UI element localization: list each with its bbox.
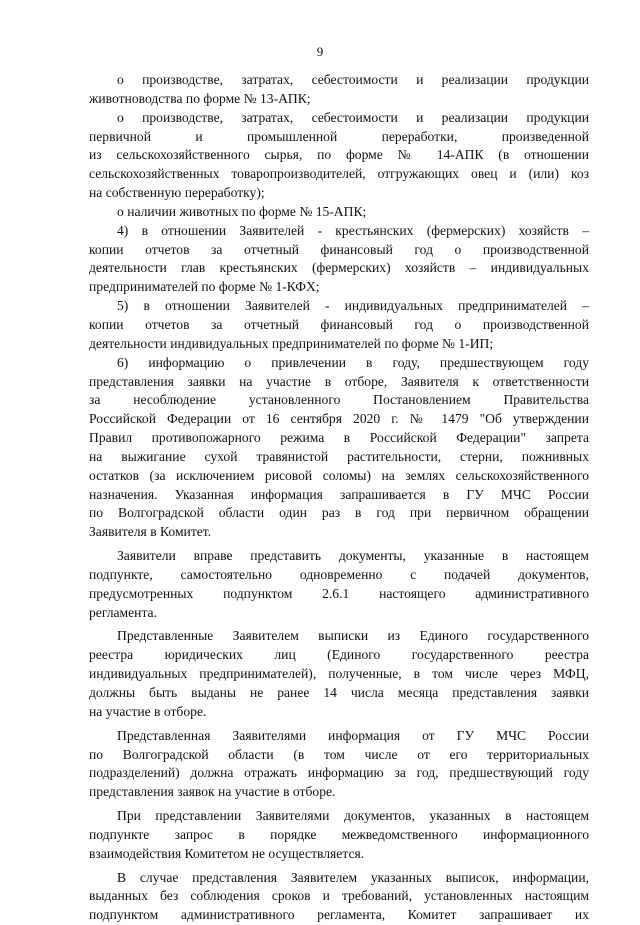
text-line: на выжигание сухой травянистой растительности, стерни, пожнивных [89, 448, 589, 464]
text-line: подпункте, самостоятельно одновременно с подачей документов, [89, 566, 589, 582]
text-line: о производстве, затратах, себестоимости и реализации продукции [117, 72, 589, 87]
text-line: 6) информацию о привлечении в году, предшествующем году [117, 354, 589, 370]
text-line: копии отчетов за отчетный финансовый год о производственной [89, 316, 589, 332]
paragraph [89, 627, 589, 721]
paragraph [89, 869, 589, 925]
text-line: на собственную переработку); [89, 185, 265, 201]
text-line: В случае представления Заявителем указанных выписок, информации, [117, 869, 589, 885]
text-line: из сельскохозяйственного сырья, по форме № 14-АПК (в отношении [89, 147, 589, 163]
text-line: предпринимателей по форме № 1-КФХ; [89, 279, 320, 295]
text-line: реестра юридических лиц (Единого государственного реестра [89, 647, 589, 663]
text-line: за несоблюдение установленного Постановлением Правительства [89, 392, 589, 408]
text-line: 5) в отношении Заявителей - индивидуальных предпринимателей – [117, 298, 589, 314]
text-line: взаимодействия Комитетом не осуществляется. [89, 845, 365, 861]
text-line: животноводства по форме № 13-АПК; [89, 90, 311, 106]
text-line: подпункте запрос в порядке межведомственного информационного [89, 826, 589, 842]
paragraph [89, 727, 589, 802]
text-line: о производстве, затратах, себестоимости и реализации продукции [117, 109, 589, 125]
paragraph [89, 297, 589, 354]
text-line: подпунктом административного регламента, Комитет запрашивает их [89, 907, 589, 923]
text-line: на участие в отборе. [89, 703, 207, 719]
text-line: остатков (за исключением рисовой соломы) на землях сельскохозяйственного [89, 467, 589, 483]
text-line: Заявители вправе представить документы, указанные в настоящем [117, 548, 589, 564]
text-line: сельскохозяйственных товаропроизводителей, отгружающих овец и (или) коз [89, 166, 589, 182]
text-line: Представленная Заявителями информация от ГУ МЧС России [117, 727, 589, 743]
text-line: индивидуальных предпринимателей), полученные, в том числе через МФЦ, [89, 666, 589, 682]
text-line: представления заявки на участие в отборе, Заявителя к ответственности [89, 373, 589, 389]
text-line: назначения. Указанная информация запрашивается в ГУ МЧС России [89, 486, 589, 502]
text-line: 4) в отношении Заявителей - крестьянских (фермерских) хозяйств – [117, 222, 589, 238]
text-line: Российской Федерации от 16 сентября 2020 г. № 1479 "Об утверждении [89, 411, 589, 427]
text-line: подразделений) должна отражать информацию за год, предшествующий году [89, 765, 589, 781]
paragraph [89, 547, 589, 622]
paragraph [89, 354, 589, 542]
document-body [89, 71, 589, 925]
text-line: представления заявок на участие в отборе. [89, 784, 336, 800]
text-line: выданных без соблюдения сроков и требований, установленных настоящим [89, 888, 589, 904]
text-line: по Волгоградской области (в том числе от его территориальных [89, 746, 589, 762]
text-line: по Волгоградской области один раз в год при первичном обращении [89, 505, 589, 521]
paragraph [89, 109, 589, 203]
text-line: Представленные Заявителем выписки из Единого государственного [117, 628, 589, 644]
text-line: первичной и промышленной переработки, произведенной [89, 128, 589, 144]
page-number: 9 [316, 44, 324, 59]
text-line: деятельности индивидуальных предпринимателей по форме № 1-ИП; [89, 335, 494, 351]
text-line: При представлении Заявителями документов, указанных в настоящем [117, 808, 589, 824]
text-line: регламента. [89, 604, 157, 620]
text-line: предусмотренных подпунктом 2.6.1 настоящего административного [89, 585, 589, 601]
paragraph [89, 71, 589, 109]
text-line: о наличии животных по форме № 15-АПК; [117, 203, 367, 219]
text-line: Заявителя в Комитет. [89, 524, 212, 540]
paragraph [89, 807, 589, 864]
text-line: должны быть выданы не ранее 14 числа месяца представления заявки [89, 685, 589, 700]
text-line: деятельности глав крестьянских (фермерских) хозяйств – индивидуальных [89, 260, 589, 276]
text-line: копии отчетов за отчетный финансовый год о производственной [89, 241, 589, 257]
paragraph [89, 222, 589, 297]
text-line: Правил противопожарного режима в Российской Федерации" запрета [89, 430, 589, 446]
paragraph [89, 203, 589, 222]
